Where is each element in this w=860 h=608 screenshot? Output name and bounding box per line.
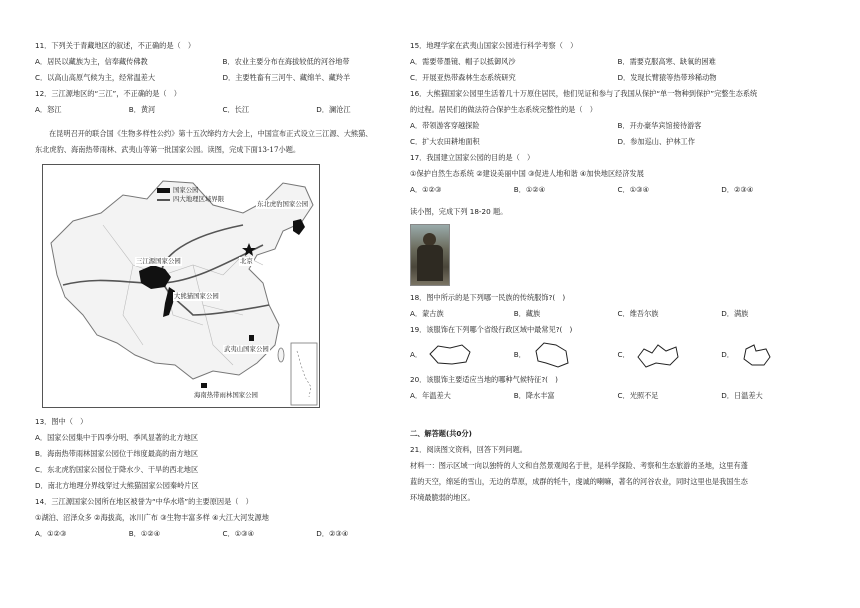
q20-option-d[interactable]: D．日温差大	[721, 391, 763, 400]
q11-options-row1	[35, 54, 410, 70]
q11-stem: 11．下列关于青藏地区的叙述，不正确的是（ ）	[35, 41, 196, 50]
tibet-outline-icon	[428, 342, 472, 368]
q17-note: ①保护自然生态系统 ②建设美丽中国 ③促进人地和谐 ④加快地区经济发展	[410, 169, 644, 178]
passage-line-2: 东北虎豹、海南热带雨林、武夷山等第一批国家公园。读图，完成下面13-17小题。	[35, 145, 301, 154]
q13-option-c[interactable]: C．东北虎豹国家公园位于降水少、干旱的西北地区	[35, 465, 199, 474]
q19-option-d[interactable]	[721, 341, 825, 369]
map-label-daxiongmao: 大熊猫国家公园	[174, 292, 219, 300]
q18-option-b[interactable]: B．藏族	[513, 309, 541, 318]
taiwan-shape	[278, 348, 284, 362]
wuyi-park-shape	[249, 335, 254, 341]
left-column	[35, 38, 410, 542]
dongbei-park-shape	[293, 219, 305, 235]
q12-option-d[interactable]: D．澜沧江	[316, 105, 351, 114]
q14-option-d[interactable]: D．②③④	[316, 529, 349, 538]
q12-stem: 12．三江源地区的“三江”，不正确的是（ ）	[35, 89, 181, 98]
q14-option-c[interactable]: C．①③④	[222, 529, 255, 538]
q13-option-b[interactable]: B．海南热带雨林国家公园位于纬度最高的南方地区	[35, 449, 199, 458]
section-2-heading: 二、解答题(共0分)	[410, 429, 472, 438]
q11-option-b[interactable]: B．农业主要分布在海拔较低的河谷地带	[222, 57, 350, 66]
q12-option-b[interactable]: B．黄河	[128, 105, 156, 114]
q19-stem: 19．该服饰在下列哪个省级行政区域中最常见?( )	[410, 325, 573, 334]
q18-option-c[interactable]: C．维吾尔族	[617, 309, 659, 318]
q19-option-c[interactable]	[618, 341, 722, 369]
hainan-park-shape	[201, 383, 207, 388]
q16-option-a[interactable]: A．带领游客穿越探险	[410, 121, 480, 130]
q17-option-c[interactable]: C．①③④	[617, 185, 650, 194]
q14-option-a[interactable]: A．①②③	[35, 529, 67, 538]
q14-stem: 14．三江源国家公园所在地区被誉为“中华水塔”的主要原因是（ ）	[35, 497, 253, 506]
q15-options-row2	[410, 70, 825, 86]
q19-option-b[interactable]	[514, 341, 618, 369]
q18-options	[410, 306, 825, 322]
map-label-beijing: 北京	[240, 257, 253, 265]
map-legend	[157, 186, 224, 204]
photo-figure-body	[417, 245, 443, 281]
legend-park-entry	[157, 186, 224, 195]
legend-line-entry	[157, 195, 224, 204]
map-label-dongbei: 东北虎豹国家公园	[257, 200, 309, 208]
q20-option-b[interactable]: B．降水丰富	[513, 391, 555, 400]
q13-option-d[interactable]: D．南北方地理分界线穿过大熊猫国家公园秦岭片区	[35, 481, 199, 490]
q19-option-d-label: D．	[721, 350, 734, 359]
costume-photo	[410, 224, 450, 286]
q18-option-d[interactable]: D．满族	[721, 309, 749, 318]
q16-options-row2	[410, 134, 825, 150]
passage-line-1: 在昆明召开的联合国《生物多样性公约》第十五次缔约方大会上，中国宣布正式设立三江源、大熊猫、	[49, 129, 373, 138]
q15-option-a[interactable]: A．需要带墨镜、帽子以抵御风沙	[410, 57, 516, 66]
q21-material-line-1: 材料一：图示区域一向以独特的人文和自然景观闻名于世，是科学探险、考察和生态旅游的圣地，这里有蓬	[410, 461, 748, 470]
province-b-outline-icon	[532, 341, 572, 369]
q18-stem: 18．图中所示的是下列哪一民族的传统服饰?( )	[410, 293, 566, 302]
q12-option-a[interactable]: A．怒江	[35, 105, 62, 114]
q16-stem-cont: 的过程。居民们的做法符合保护生态系统完整性的是（ ）	[410, 105, 597, 114]
q20-options	[410, 388, 825, 404]
q17-options	[410, 182, 825, 198]
province-c-outline-icon	[636, 341, 680, 369]
china-national-parks-map	[42, 164, 320, 408]
q15-option-d[interactable]: D．发现长臂猿等热带珍稀动物	[617, 73, 717, 82]
q19-option-b-label: B．	[513, 350, 526, 359]
boundary-swatch	[157, 199, 170, 201]
q11-option-d[interactable]: D．主要牲畜有三河牛、藏绵羊、藏羚羊	[222, 73, 351, 82]
park-swatch	[157, 188, 170, 193]
legend-park-label: 国家公园	[173, 186, 199, 194]
q21-material-line-3: 环境最脆弱的地区。	[410, 493, 475, 502]
q19-option-a[interactable]	[410, 342, 514, 368]
q11-options-row2	[35, 70, 410, 86]
province-d-outline-icon	[740, 341, 774, 369]
map-label-wuyi: 武夷山国家公园	[224, 345, 269, 353]
q14-option-b[interactable]: B．①②④	[128, 529, 161, 538]
q16-option-c[interactable]: C．扩大农田耕地面积	[410, 137, 480, 146]
q13-stem: 13．图中（ ）	[35, 417, 88, 426]
q15-option-c[interactable]: C．开展亚热带森林生态系统研究	[410, 73, 516, 82]
q21-material-line-2: 蓝的天空，绵延的雪山，无边的草原，成群的牦牛，虔诚的喇嘛，著名的河谷农业，同时这里也是我国生态	[410, 477, 748, 486]
q15-option-b[interactable]: B．需要克服高寒、缺氧的困难	[617, 57, 716, 66]
q15-options-row1	[410, 54, 825, 70]
q11-option-c[interactable]: C．以高山高原气候为主，经常温差大	[35, 73, 156, 82]
q20-stem: 20．该服饰主要适应当地的哪种气候特征?( )	[410, 375, 558, 384]
q17-option-d[interactable]: D．②③④	[721, 185, 754, 194]
q13-option-a[interactable]: A．国家公园集中于四季分明、季风显著的北方地区	[35, 433, 199, 442]
photo-intro: 读小图，完成下列 18-20 题。	[410, 207, 508, 216]
q12-option-c[interactable]: C．长江	[222, 105, 250, 114]
q18-option-a[interactable]: A．蒙古族	[410, 309, 444, 318]
q17-option-b[interactable]: B．①②④	[513, 185, 546, 194]
q17-option-a[interactable]: A．①②③	[410, 185, 442, 194]
q19-option-c-label: C．	[617, 350, 630, 359]
q14-options	[35, 526, 410, 542]
q14-note: ①湖泊、沼泽众多 ②海拔高，冰川广布 ③生物丰富多样 ④大江大河发源地	[35, 513, 269, 522]
q19-option-a-label: A．	[410, 350, 423, 359]
q11-option-a[interactable]: A．居民以藏族为主，信奉藏传佛教	[35, 57, 148, 66]
q21-stem: 21．阅读图文资料，回答下列问题。	[410, 445, 527, 454]
q16-options-row1	[410, 118, 825, 134]
q12-options	[35, 102, 410, 118]
q16-stem: 16．大熊猫国家公园里生活着几十万原住居民，他们见证和参与了我国从保护“单一物种到保护”完整生态系统	[410, 89, 758, 98]
q19-options	[410, 338, 825, 372]
map-label-hainan: 海南热带雨林国家公园	[194, 391, 258, 399]
right-column	[410, 38, 825, 506]
q16-option-b[interactable]: B．开办豪华宾馆接待游客	[617, 121, 702, 130]
map-label-sanjiang: 三江源国家公园	[136, 257, 181, 265]
legend-line-label: 四大地理区域界限	[173, 195, 225, 203]
q17-stem: 17．我国建立国家公园的目的是（ ）	[410, 153, 535, 162]
q20-option-a[interactable]: A．年温差大	[410, 391, 451, 400]
q20-option-c[interactable]: C．光照不足	[617, 391, 659, 400]
q16-option-d[interactable]: D．参加巡山、护林工作	[617, 137, 695, 146]
q15-stem: 15．地理学家在武夷山国家公园进行科学考察（ ）	[410, 41, 578, 50]
